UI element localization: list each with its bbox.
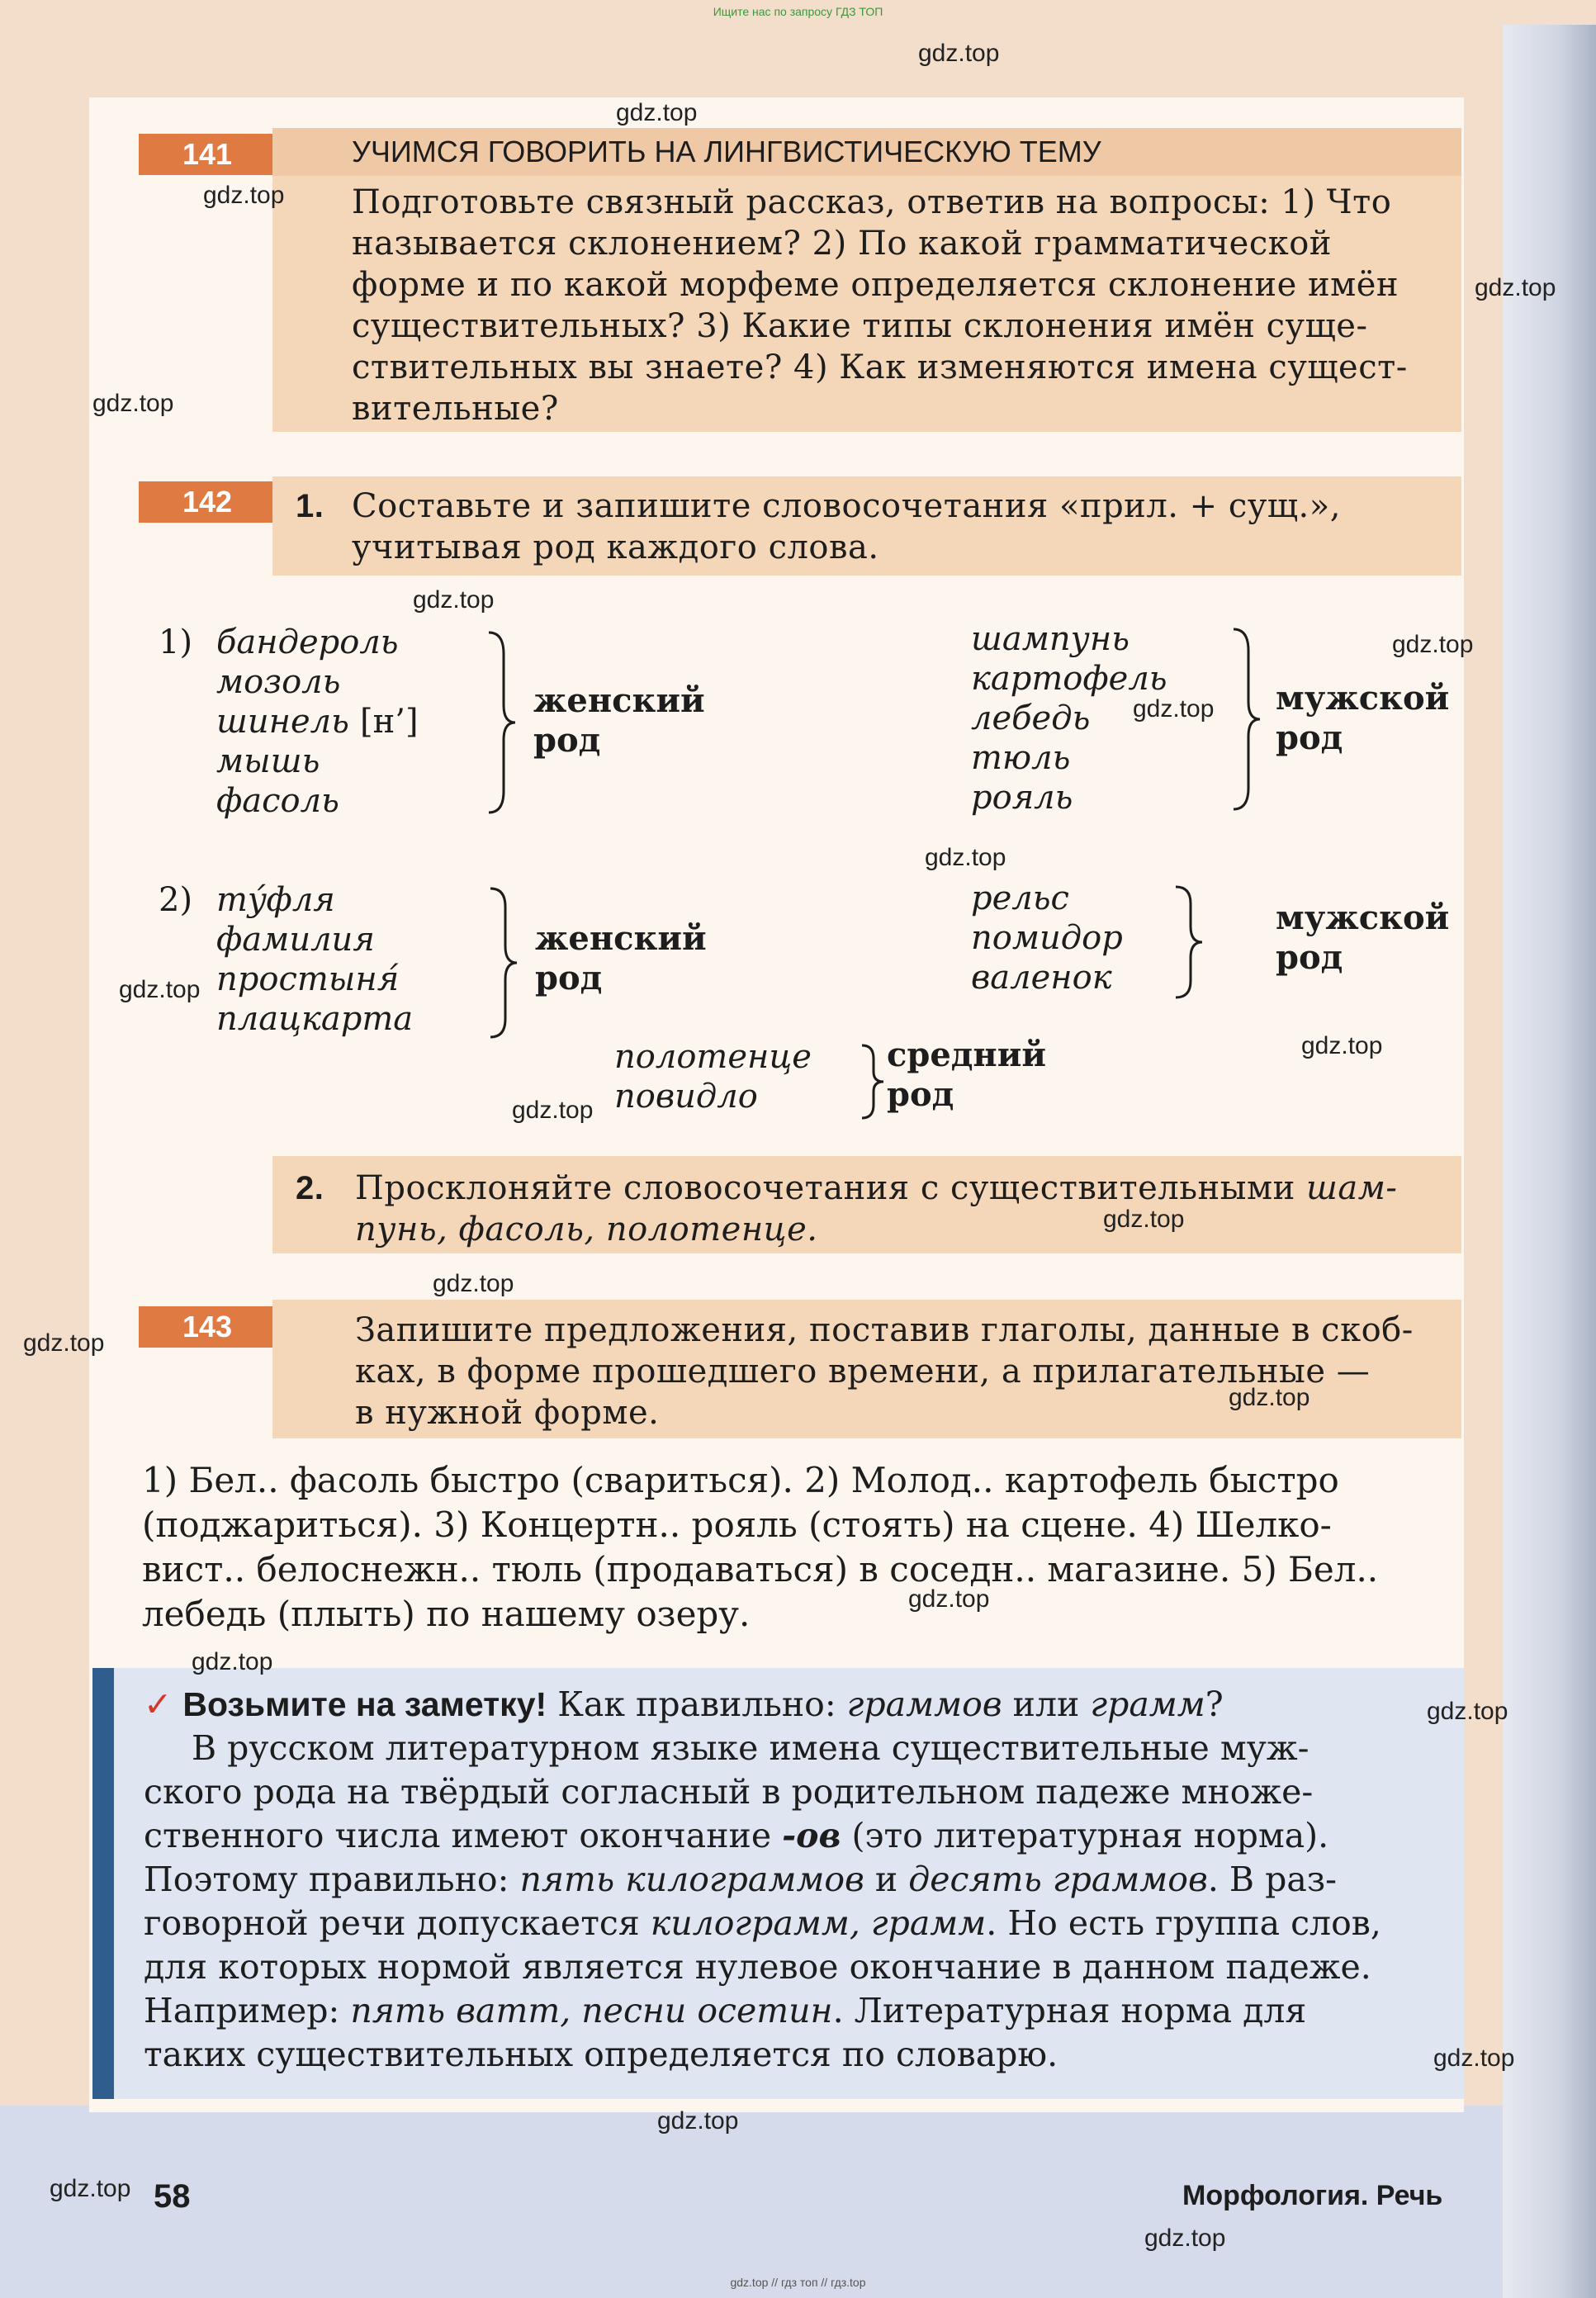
sentence-line: 1) Бел.. фасоль быстро (свариться). 2) Молод.. картофель быстро (142, 1460, 1339, 1500)
watermark: gdz.top (512, 1097, 594, 1124)
gender-label-feminine: женский (533, 681, 705, 720)
watermark: gdz.top (918, 40, 1000, 67)
exercise-141-text (352, 182, 1442, 429)
watermark: gdz.top (1229, 1384, 1310, 1411)
word: валенок (971, 959, 1112, 997)
note-text-part: Как правильно: (547, 1684, 847, 1724)
word: тýфля (216, 881, 335, 919)
word: фамилия (216, 921, 375, 959)
word: плацкарта (216, 1000, 414, 1038)
gender-label-feminine: род (535, 959, 603, 997)
exercise-141-line: Подготовьте связный рассказ, ответив на вопросы: 1) Что (352, 183, 1392, 221)
note-line: В русском литературном языке имена существительные муж- (192, 1728, 1309, 1768)
exercise-142-task1-text (352, 486, 1442, 568)
word: полотенце (614, 1038, 812, 1076)
watermark: gdz.top (657, 2107, 739, 2135)
note-text-part: пять ватт, песни осетин (350, 1991, 833, 2030)
phonetic-note: [н’] (360, 703, 419, 741)
gender-label-masculine: мужской (1276, 898, 1450, 937)
brace-icon (1230, 626, 1263, 813)
word: мышь (216, 742, 320, 780)
exercise-141-line: вительные? (352, 390, 559, 428)
note-line: для которых нормой является нулевое окончание в данном падеже. (144, 1947, 1371, 1987)
task2-text-a: Просклоняйте словосочетания с существительными (355, 1169, 1306, 1207)
note-text-part: . Литературная норма для (832, 1991, 1307, 2030)
note-title: Возьмите на заметку! (182, 1685, 547, 1723)
group-1-number: 1) (159, 623, 193, 661)
page-spine-shadow (1503, 25, 1596, 2298)
exercise-141-line: ствительных вы знаете? 4) Как изменяются имена сущест- (352, 348, 1408, 386)
gender-label-masculine: род (1276, 938, 1343, 977)
gender-label-neuter: род (887, 1075, 954, 1114)
exercise-141-line: существительных? 3) Какие типы склонения имён суще- (352, 307, 1368, 345)
note-accent-bar (92, 1668, 114, 2099)
watermark: gdz.top (23, 1329, 105, 1357)
word: шампунь (971, 620, 1130, 658)
exercise-142-number: 142 (139, 481, 276, 523)
note-text-part: ственного числа имеют окончание (144, 1816, 783, 1855)
note-line: таких существительных определяется по словарю. (144, 2035, 1058, 2074)
word: простыня́ (216, 960, 400, 998)
gender-label-masculine: род (1276, 718, 1343, 757)
note-text-part: -ов (782, 1816, 841, 1855)
exercise-142-task1-line: Составьте и запишите словосочетания «прил. + сущ.», (352, 487, 1341, 525)
note-text (144, 1683, 1465, 2077)
gender-label-neuter: средний (887, 1035, 1047, 1074)
exercise-142-task1-line: учитывая род каждого слова. (352, 528, 879, 566)
bottom-watermark: gdz.top // гдз топ // гдз.top (730, 2276, 866, 2289)
word: помидор (971, 919, 1123, 957)
exercise-141-line: форме и по какой морфеме определяется склонение имён (352, 266, 1399, 304)
watermark: gdz.top (908, 1585, 990, 1613)
exercise-143-text (355, 1310, 1445, 1433)
word: лебедь (971, 699, 1091, 737)
word: рельс (971, 879, 1069, 917)
note-text-part: говорной речи допускается (144, 1903, 651, 1943)
exercise-143-line: ках, в форме прошедшего времени, а прилагательные — (355, 1353, 1371, 1391)
exercise-141-line: называется склонением? 2) По какой грамматической (352, 225, 1332, 263)
watermark: gdz.top (1433, 2045, 1515, 2072)
word: шинель (216, 703, 349, 741)
group-2-number: 2) (159, 881, 193, 919)
exercise-141-heading-text: УЧИМСЯ ГОВОРИТЬ НА ЛИНГВИСТИЧЕСКУЮ ТЕМУ (352, 135, 1101, 168)
watermark: gdz.top (1103, 1206, 1185, 1233)
watermark: gdz.top (92, 390, 174, 417)
watermark: gdz.top (1427, 1698, 1508, 1725)
brace-icon (487, 885, 520, 1040)
watermark: gdz.top (50, 2175, 131, 2202)
watermark: gdz.top (1133, 695, 1215, 723)
exercise-141-heading (272, 128, 1461, 176)
watermark: gdz.top (616, 99, 698, 126)
note-text-part: Поэтому правильно: (144, 1860, 520, 1899)
top-watermark: Ищите нас по запросу ГДЗ ТОП (713, 5, 883, 18)
brace-icon (485, 629, 519, 816)
exercise-143-number: 143 (139, 1306, 276, 1348)
exercise-142-task2-text (355, 1168, 1445, 1250)
section-title: Морфология. Речь (1182, 2180, 1443, 2211)
word: тюль (971, 739, 1071, 777)
watermark: gdz.top (1144, 2225, 1226, 2252)
note-text-part: десять граммов (908, 1860, 1208, 1899)
note-text-part: Например: (144, 1991, 351, 2030)
note-text-part: . В раз- (1207, 1860, 1337, 1899)
gender-label-masculine: мужской (1276, 679, 1450, 718)
watermark: gdz.top (119, 976, 201, 1003)
sentence-line: (поджариться). 3) Концертн.. рояль (стоять) на сцене. 4) Шелко- (142, 1504, 1332, 1545)
note-text-part: грамм (1090, 1684, 1205, 1724)
note-line: ского рода на твёрдый согласный в родительном падеже множе- (144, 1772, 1314, 1812)
watermark: gdz.top (1301, 1032, 1383, 1059)
watermark: gdz.top (925, 844, 1006, 871)
exercise-143-line: Запишите предложения, поставив глаголы, данные в скоб- (355, 1311, 1414, 1349)
exercise-143-line: в нужной форме. (355, 1394, 660, 1432)
watermark: gdz.top (433, 1270, 514, 1297)
note-text-part: килограмм, грамм (650, 1903, 987, 1943)
note-text-part: ? (1205, 1684, 1224, 1724)
task2-text-line2: пунь, фасоль, полотенце. (355, 1211, 818, 1249)
note-text-part: . Но есть группа слов, (986, 1903, 1381, 1943)
gender-label-feminine: род (533, 721, 601, 760)
word: повидло (614, 1078, 758, 1116)
page-number: 58 (154, 2178, 191, 2215)
word: мозоль (216, 663, 341, 701)
sentence-line: лебедь (плыть) по нашему озеру. (142, 1594, 751, 1634)
watermark: gdz.top (1392, 631, 1474, 658)
exercise-141-number: 141 (139, 134, 276, 175)
gender-label-feminine: женский (535, 919, 707, 958)
watermark: gdz.top (192, 1648, 273, 1675)
brace-icon (1172, 884, 1205, 1001)
note-text-part: или (1002, 1684, 1091, 1724)
exercise-143-sentences (142, 1458, 1471, 1637)
watermark: gdz.top (1475, 274, 1556, 301)
watermark: gdz.top (413, 586, 495, 614)
word: картофель (971, 660, 1167, 698)
task2-text-b: шам- (1305, 1169, 1398, 1207)
sentence-line: вист.. белоснежн.. тюль (продаваться) в соседн.. магазине. 5) Бел.. (142, 1549, 1379, 1590)
note-text-part: пять килограммов (519, 1860, 864, 1899)
watermark: gdz.top (203, 182, 285, 209)
note-text-part: и (864, 1860, 909, 1899)
checkmark-icon: ✓ (144, 1684, 173, 1724)
exercise-142-task2-number: 2. (296, 1170, 324, 1206)
note-text-part: (это литературная норма). (841, 1816, 1329, 1855)
brace-icon (859, 1042, 887, 1121)
note-text-part: граммов (846, 1684, 1002, 1724)
word: бандероль (216, 623, 399, 661)
word: рояль (971, 779, 1073, 817)
exercise-142-task1-number: 1. (296, 488, 324, 524)
word: фасоль (216, 782, 339, 820)
